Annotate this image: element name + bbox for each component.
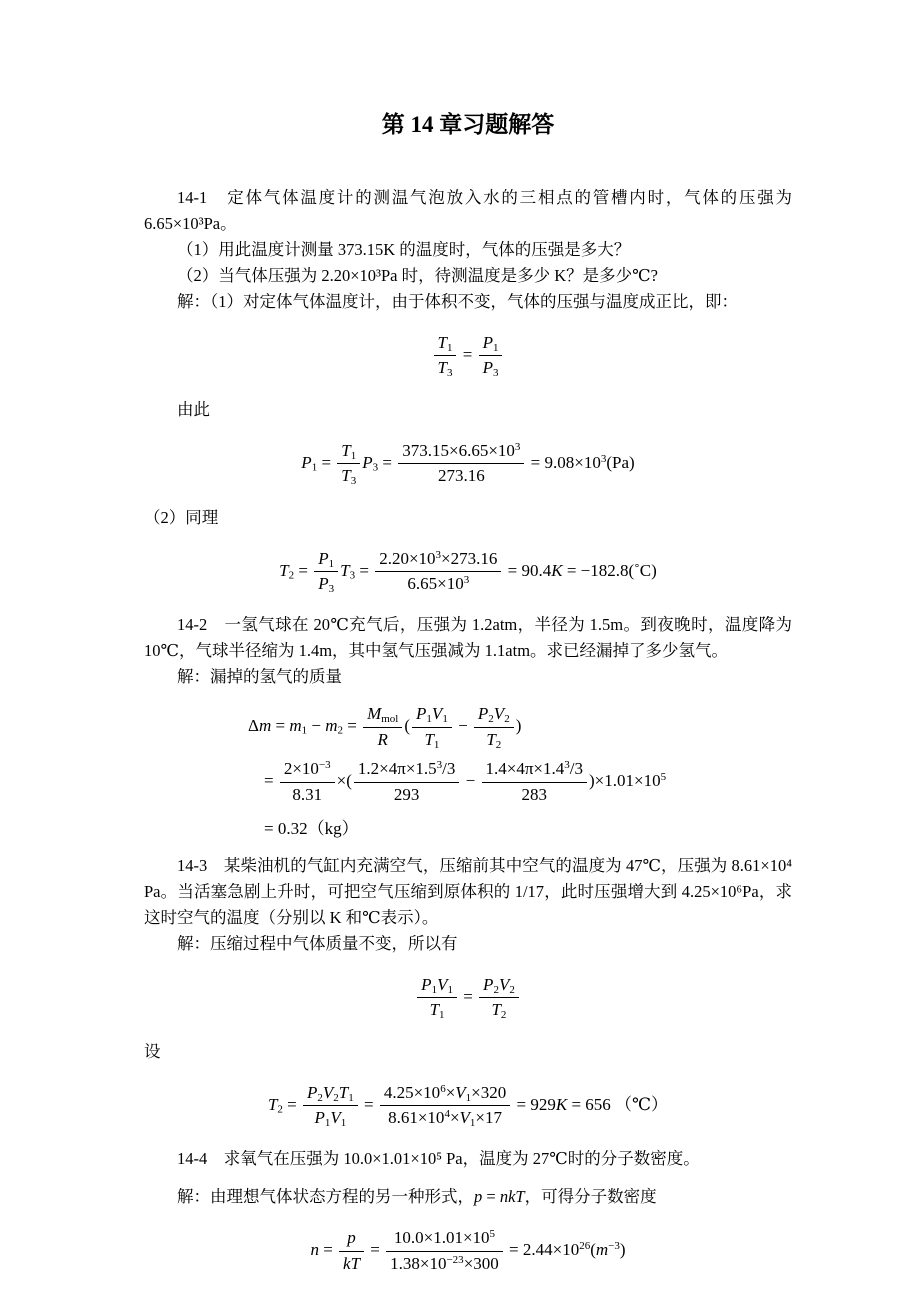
formula-temperature-t2-result: $T_2$ = $\frac{P_1}{P_3}$ $T_3$ = $\frac{2.20\times 10^3\times 273.16}{6.65\times 10^3}$ = 90.4K = −182.8(˚C) — [279, 548, 657, 595]
problem-14-1-question-1: （1）用此温度计测量 373.15K 的温度时，气体的压强是多大？ — [177, 240, 631, 259]
solution-text-prefix: 解：由理想气体状态方程的另一种形式， — [177, 1187, 474, 1207]
formula-number-density-result: n = $\frac{p}{kT}$ = $\frac{10.0\times 1.01\times 10^5}{1.38\times 10^{-23}\times 300}$ = $2.44\times 10^{26}(m^{-3})$ — [310, 1228, 626, 1273]
formula-delta-m-line-1: $\Delta m = m_1 - m_2$ = $\frac{M_{mol}}{R}$ ( $\frac{P_1V_1}{T_1}$ − $\frac{P_2V_2}{T_2}$ ) — [248, 704, 522, 751]
problem-14-3-statement: 14-3 某柴油机的气缸内充满空气，压缩前其中空气的温度为 47℃，压强为 8.61×10⁴ Pa。当活塞急剧上升时，可把空气压缩到原体积的 1/17，此时压强增大到 4.25×10⁶Pa，求这时空气的温度（分别以 K 和℃表示）。 — [144, 855, 792, 927]
problem-14-2 — [144, 612, 792, 839]
formula-ideal-gas-equality: $\frac{P_1V_1}{T_1}$ = $\frac{P_2V_2}{T_2}$ — [144, 975, 792, 1021]
problem-14-1-statement: 14-1 定体气体温度计的测温气泡放入水的三相点的管槽内时，气体的压强为6.65×10³Pa。 — [144, 188, 792, 233]
problem-14-3 — [144, 853, 792, 1129]
problem-14-1 — [144, 185, 792, 594]
formula-mass-loss-block — [248, 704, 792, 839]
problem-14-4-statement: 14-4 求氧气在压强为 10.0×1.01×10⁵ Pa，温度为 27℃时的分子数密度。 — [177, 1149, 700, 1169]
problem-14-1-question-2: （2）当气体压强为 2.20×10³Pa 时，待测温度是多少 K？是多少℃? — [177, 266, 658, 285]
formula-delta-m-line-2: = $\frac{2\times 10^{-3}}{8.31}$ ×( $\frac{1.2\times 4\pi\times 1.5^3/3}{293}$ − $\frac{1.4\times 4\pi\times 1.4^3/3}{283}$ )$\times 1.01\times 10^5$ — [264, 759, 667, 804]
problem-14-1-part2-label: （2）同理 — [144, 507, 219, 527]
problem-14-4-solution-intro — [144, 1184, 792, 1210]
connector-she: 设 — [144, 1041, 161, 1061]
formula-pressure-p1-result: $P_1$ = $\frac{T_1}{T_3}$ $P_3$ = $\frac{373.15\times 6.65\times 10^3}{273.16}$ = $9.08\times 10^3(Pa)$ — [301, 440, 635, 487]
formula-t2-compression-result: $T_2$ = $\frac{P_2V_2T_1}{P_1V_1}$ = $\frac{4.25\times 10^6\times V_1\times 320}{8.61\times 10^4\times V_1\times 17}$ = 929K = 656 （℃） — [267, 1082, 669, 1129]
problem-14-4 — [144, 1146, 792, 1274]
inline-formula-p-nkt: p = nkT — [474, 1187, 525, 1207]
connector-youci: 由此 — [177, 399, 210, 419]
problem-14-2-statement: 14-2 一氢气球在 20℃充气后，压强为 1.2atm，半径为 1.5m。到夜晚时，温度降为10℃，气球半径缩为 1.4m，其中氢气压强减为 1.1atm。求已经漏掉了多少氢气。 — [144, 615, 792, 661]
solution-text-suffix: ，可得分子数密度 — [524, 1187, 657, 1207]
document-title: 第 14 章习题解答 — [381, 112, 555, 137]
formula-temperature-pressure-ratio: $\frac{T_1}{T_3}$ = $\frac{P_1}{P_3}$ — [144, 333, 792, 379]
problem-14-3-solution-intro: 解：压缩过程中气体质量不变，所以有 — [177, 933, 458, 953]
formula-delta-m-line-3: = 0.32（kg） — [264, 818, 359, 838]
problem-14-1-solution-intro: 解：（1）对定体气体温度计，由于体积不变，气体的压强与温度成正比，即： — [177, 292, 738, 311]
problem-14-2-solution-intro: 解：漏掉的氢气的质量 — [177, 667, 342, 687]
